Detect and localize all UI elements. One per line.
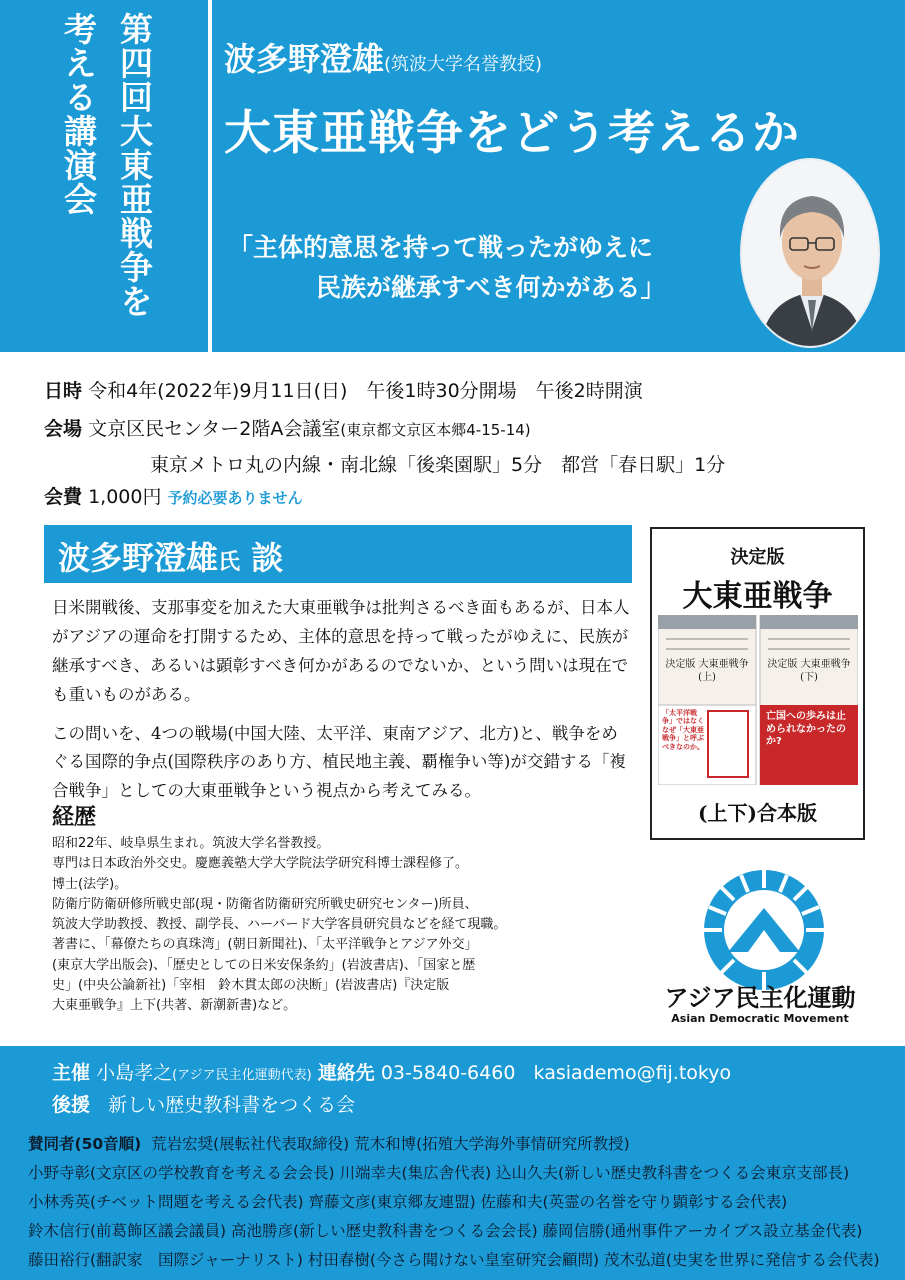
quote-line-1: 「主体的意思を持って戦ったがゆえに: [228, 233, 654, 262]
header-banner: [0, 0, 905, 352]
vertical-title-line-1: 第四回大東亜戦争を: [115, 12, 154, 318]
footer-banner: [0, 1046, 905, 1280]
org-name-en: Asian Democratic Movement: [671, 1012, 849, 1025]
career-line: 博士(法学)。: [52, 876, 128, 892]
endorser-line: 鈴木信行(前葛飾区議会議員) 高池勝彦(新しい歴史教科書をつくる会会長) 藤岡信勝(通州事件アーカイブス設立基金代表): [28, 1222, 863, 1240]
book-title: 大東亜戦争: [682, 579, 833, 614]
book-footer: (上下)合本版: [698, 801, 817, 825]
org-name: アジア民主化運動: [664, 983, 856, 1012]
talk-paragraph-2: この問いを、4つの戦場(中国大陸、太平洋、東南アジア、北方)と、戦争をめぐる国際的争点(国際秩序のあり方、植民地主義、覇権争い等)が交錯する「複合戦争」としての大東亜戦争という視点から考えてみる。: [52, 723, 626, 801]
support-label: 後援: [52, 1094, 91, 1116]
venue-label: 会場: [44, 418, 83, 440]
book-vol1-label: 決定版 大東亜戦争(上): [665, 659, 749, 683]
contact-phone[interactable]: 03-5840-6460: [380, 1062, 516, 1084]
venue-value: 文京区民センター2階A会議室: [88, 418, 341, 440]
career-list: [52, 834, 507, 1016]
career-heading: 経歴: [52, 805, 97, 830]
host-name: 小島孝之: [96, 1062, 173, 1084]
talk-honorific: 氏: [218, 549, 241, 575]
vertical-title-line-2: 考える講演会: [59, 12, 98, 216]
support-name: 新しい歴史教科書をつくる会: [108, 1094, 356, 1116]
main-title: 大東亜戦争をどう考えるか: [224, 106, 800, 161]
contact-email[interactable]: kasiademo@fij.tokyo: [533, 1062, 732, 1084]
endorser-line: [28, 1130, 898, 1159]
book-advert: [650, 527, 865, 840]
speaker-line: [224, 34, 542, 80]
book-edition: 決定版: [730, 547, 785, 568]
endorsers-label: 賛同者(50音順): [28, 1135, 142, 1153]
career-line: (東京大学出版会)、「歴史としての日米安保条約」(岩波書店)、「国家と歴: [52, 957, 476, 973]
vertical-title-bar: [0, 0, 210, 352]
talk-speaker-name: 波多野澄雄: [58, 539, 219, 577]
speaker-name: 波多野澄雄: [224, 40, 385, 78]
talk-paragraph-1: 日米開戦後、支那事変を加えた大東亜戦争は批判さるべき面もあるが、日本人がアジアの運命を打開するため、主体的意思を持って戦ったがゆえに、民族が継承すべき、あるいは顕彰すべき何かがあるのでないか、という問いは現在でも重いものがある。: [52, 598, 630, 704]
quote-line-2: 民族が継承すべき何かがある」: [316, 273, 666, 302]
endorser-line: 小野寺彰(文京区の学校教育を考える会会長) 川端幸夫(集広舎代表) 込山久夫(新しい歴史教科書をつくる会東京支部長): [28, 1164, 850, 1182]
endorser-names: 荒岩宏奨(展転社代表取締役) 荒木和博(拓殖大学海外事情研究所教授): [151, 1135, 630, 1153]
book-vol2-band: 亡国への歩みは止められなかったのか?: [766, 711, 846, 747]
speaker-portrait: [740, 158, 880, 348]
talk-title-bar: [44, 525, 632, 583]
date-row: [44, 376, 643, 403]
fee-value: 1,000円: [88, 486, 162, 508]
date-value: 令和4年(2022年)9月11日(日) 午後1時30分開場 午後2時開演: [88, 380, 643, 402]
career-line: 筑波大学助教授、教授、副学長、ハーバード大学客員研究員などを経て現職。: [52, 917, 507, 933]
access-row: 東京メトロ丸の内線・南北線「後楽園駅」5分 都営「春日駅」1分: [150, 454, 726, 476]
host-label: 主催: [52, 1062, 91, 1084]
career-line: 防衛庁防衛研修所戦史部(現・防衛省防衛研究所戦史研究センター)所員、: [52, 896, 478, 912]
fee-row: [44, 482, 303, 509]
portrait-illustration: [742, 160, 880, 348]
book-vol2-label: 決定版 大東亜戦争(下): [767, 659, 851, 683]
talk-label: 談: [251, 539, 284, 577]
career-line: 史」(中央公論新社)「宰相 鈴木貫太郎の決断」(岩波書店)『決定版: [52, 977, 450, 993]
date-label: 日時: [44, 380, 83, 402]
career-line: 著書に、「幕僚たちの真珠湾」(朝日新聞社)、「太平洋戦争とアジア外交」: [52, 937, 478, 953]
endorser-line: 小林秀英(チベット問題を考える会代表) 齊藤文彦(東京郷友連盟) 佐藤和夫(英霊の名誉を守り顕彰する会代表): [28, 1193, 788, 1211]
career-line: 専門は日本政治外交史。慶應義塾大学大学院法学研究科博士課程修了。: [52, 856, 469, 872]
career-line: 大東亜戦争』上下(共著、新潮新書)など。: [52, 998, 297, 1014]
endorser-line: 藤田裕行(翻訳家 国際ジャーナリスト) 村田春樹(今さら聞けない皇室研究会顧問) 茂木弘道(史実を世界に発信する会代表): [28, 1251, 880, 1269]
host-role: (アジア民主化運動代表): [172, 1068, 312, 1083]
career-line: 昭和22年、岐阜県生まれ。筑波大学名誉教授。: [52, 836, 330, 851]
host-row: [52, 1058, 731, 1085]
venue-row: [44, 414, 531, 441]
speaker-affiliation: (筑波大学名誉教授): [384, 54, 543, 75]
book-covers: [658, 615, 858, 785]
book-covers-illustration: [658, 615, 858, 785]
book-vol1-band: 「太平洋戦争」ではなくなぜ「大東亜戦争」と呼ぶべきなのか。: [662, 709, 704, 751]
fee-note: 予約必要ありません: [167, 489, 303, 507]
talk-body: [52, 594, 634, 816]
support-row: [52, 1090, 355, 1117]
endorsers-list: [28, 1130, 898, 1275]
venue-address: (東京都文京区本郷4-15-14): [340, 421, 531, 439]
contact-label: 連絡先: [317, 1062, 375, 1084]
org-logo-icon: [702, 868, 826, 992]
fee-label: 会費: [44, 486, 83, 508]
